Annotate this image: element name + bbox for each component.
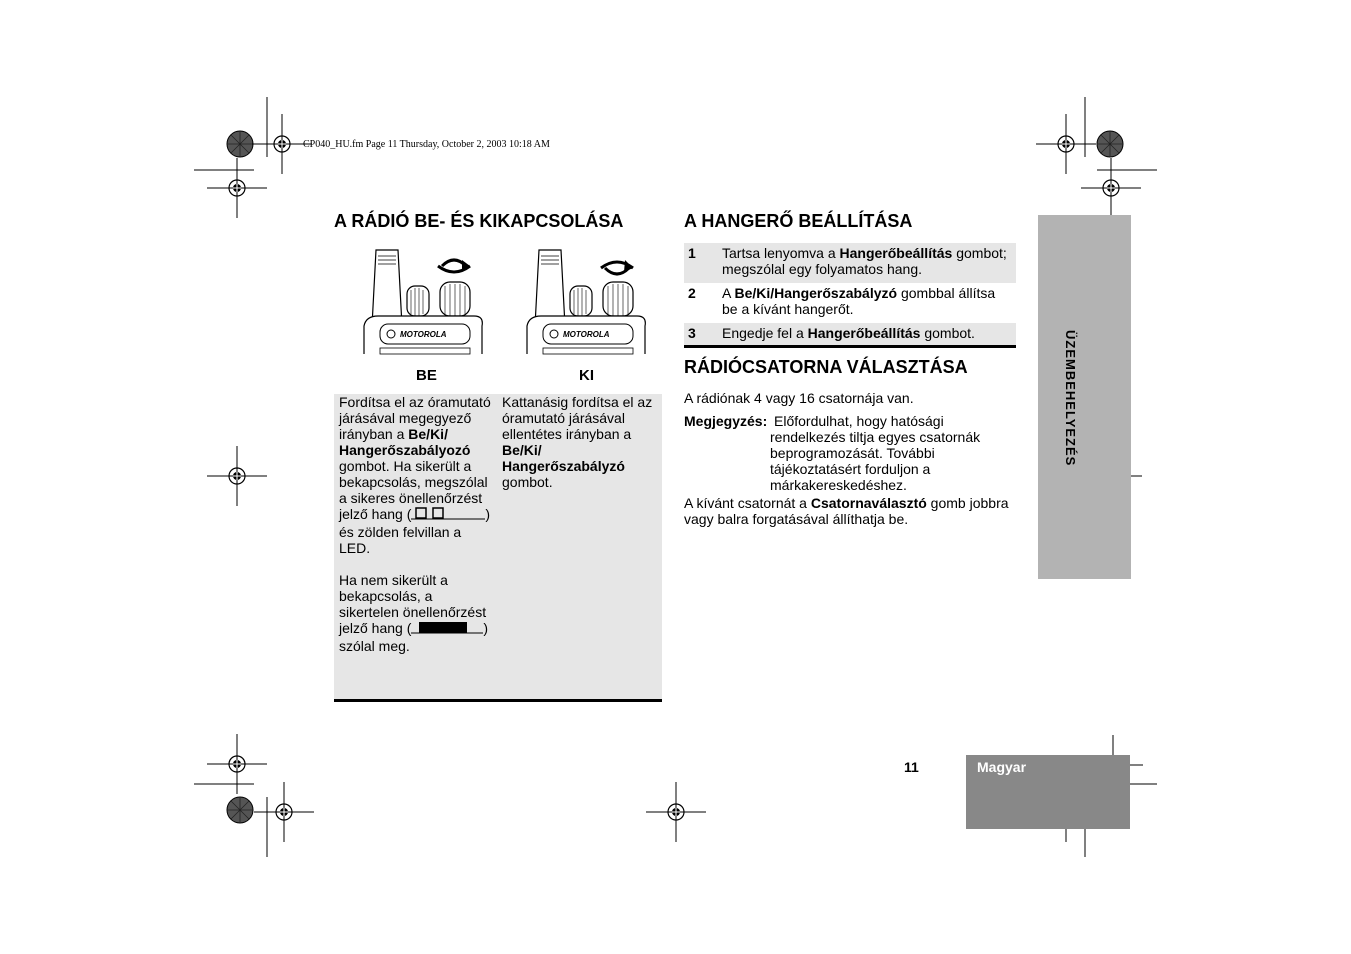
channel-title: RÁDIÓCSATORNA VÁLASZTÁSA [684, 357, 968, 377]
section-sidebar [1038, 215, 1131, 579]
channel-select-text: A kívánt csatornát a Csatornaválasztó gomb jobbra vagy balra forgatásával állíthatja be. [684, 495, 1009, 527]
table-rule [334, 699, 662, 702]
label-on: BE [416, 367, 437, 384]
fail-tone-icon [411, 621, 483, 638]
file-header: CP040_HU.fm Page 11 Thursday, October 2, 2003 10:18 AM [303, 139, 550, 150]
step-3: 3 Engedje fel a Hangerőbeállítás gombot. [684, 323, 1016, 345]
success-tone-icon [411, 507, 485, 524]
step-2: 2 A Be/Ki/Hangerőszabályzó gombbal állítsa be a kívánt hangerőt. [688, 285, 996, 317]
steps-rule [684, 345, 1016, 348]
off-text-2: gombot. [502, 474, 553, 490]
section-label: ÜZEMBEHELYEZÉS [1063, 330, 1078, 467]
note-text: Előfordulhat, hogy hatósági rendelkezés tiltja egyes csatornák beprogramozását. További tájékoztatásért forduljon a márkakereskedéshez. [770, 413, 981, 493]
volume-title: A HANGERŐ BEÁLLÍTÁSA [684, 211, 913, 231]
off-control-name: Be/Ki/ Hangerőszabályzó [502, 442, 625, 474]
logo-text-on: MOTOROLA [400, 330, 447, 339]
page-number: 11 [904, 759, 919, 775]
on-text-1: Fordítsa el az óramutató járásával megegyező irányban a [339, 394, 491, 442]
radio-off-illustration [527, 250, 645, 354]
radio-illustrations [334, 246, 664, 358]
label-off: KI [579, 367, 594, 384]
on-fail-end: ) szólal meg. [339, 619, 489, 654]
off-text-1: Kattanásig fordítsa el az óramutató járásával ellentétes irányban a [502, 394, 653, 442]
radio-on-illustration [364, 250, 482, 354]
on-text-3: ) és zölden felvillan a LED. [339, 506, 491, 556]
note-text-block [770, 413, 1010, 493]
on-text-2: gombot. Ha sikerült a bekapcsolás, megszólal a sikeres önellenőrzést jelző hang ( [339, 458, 488, 522]
note-label: Megjegyzés: [684, 413, 768, 429]
volume-steps [684, 243, 1016, 348]
channels-text: A rádiónak 4 vagy 16 csatornája van. [684, 390, 914, 406]
logo-text-off: MOTOROLA [563, 330, 610, 339]
on-control-name: Be/Ki/ Hangerőszabályozó [339, 426, 471, 458]
footer-lang: Magyar [977, 759, 1027, 775]
onoff-title: A RÁDIÓ BE- ÉS KIKAPCSOLÁSA [334, 211, 624, 231]
onoff-col-off [502, 394, 658, 490]
on-fail-text: Ha nem sikerült a bekapcsolás, a sikertelen önellenőrzést jelző hang ( [339, 571, 487, 636]
step-1: 1 Tartsa lenyomva a Hangerőbeállítás gombot; megszólal egy folyamatos hang. [684, 243, 1016, 283]
onoff-col-on [339, 394, 491, 654]
